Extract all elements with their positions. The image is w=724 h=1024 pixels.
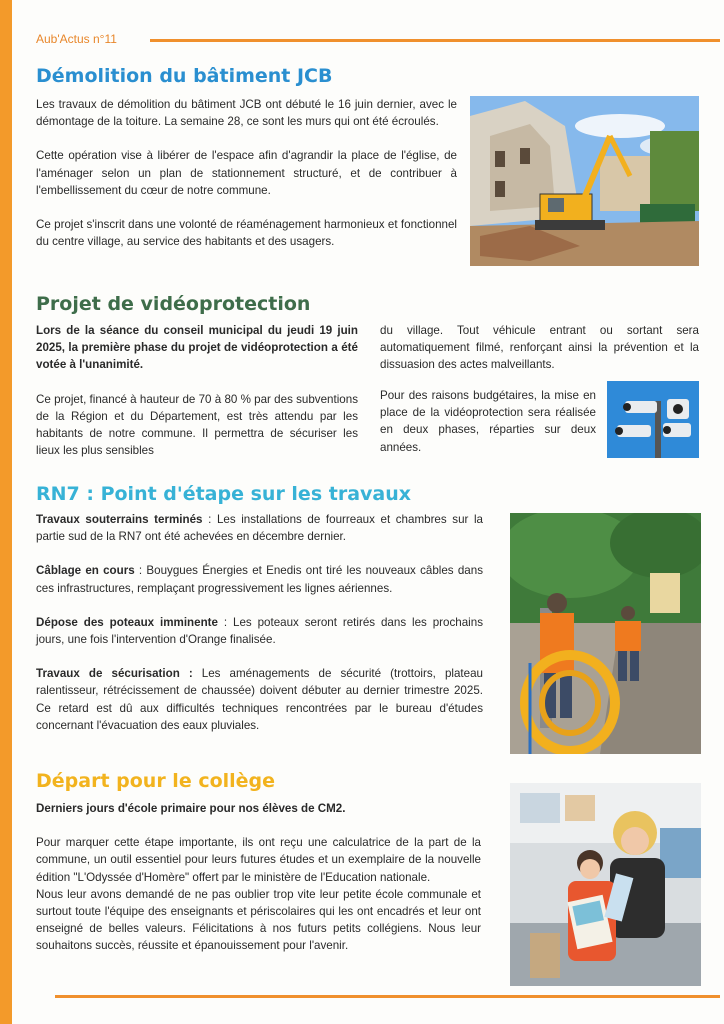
classroom-photo: [510, 783, 701, 986]
rn7-item-label: Câblage en cours: [36, 564, 135, 578]
footer-rule: [55, 995, 720, 998]
rn7-item: [36, 511, 483, 545]
rn7-item-text: : Les installations de fourreaux et chambres sur la partie sud de la RN7 ont été achevées en décembre dernier.: [36, 513, 484, 544]
rn7-item-text: Les aménagements de sécurité (trottoirs, plateau ralentisseur, rétrécissement de chaussée) doivent débuter au dernier trimestre 2025. Ce retard est dû aux difficultés techniques rencontrées par le bureau d'études concernant l'évacuation des eaux pluviales.: [36, 667, 483, 732]
rn7-item-label: Travaux de sécurisation :: [36, 667, 193, 681]
rn7-item: [36, 665, 483, 734]
college-subtitle: Derniers jours d'école primaire pour nos élèves de CM2.: [36, 802, 346, 815]
college-paragraph: Pour marquer cette étape importante, ils ont reçu une calculatrice de la part de la commune, un outil essentiel pour leurs futures études et un exemplaire de la nouvelle édition "L'Odyssée d'Homère" offert par le ministère de l'Education nationale.: [36, 836, 481, 884]
rn7-item-text: : Les poteaux seront retirés dans les prochains jours, une fois l'intervention d'Orange finalisée.: [36, 615, 483, 647]
demolition-photo: [470, 96, 699, 266]
header-rule: [150, 39, 720, 42]
college-paragraph: Nous leur avons demandé de ne pas oublier trop vite leur petite école communale et surtout toute l'équipe des enseignants et périscolaires qui les ont encadrés et leur ont enseigné de belles valeurs. Félicitations à nos futurs petits collégiens. Nous leur souhaitons succès, réussite et épanouissement pour l'avenir.: [36, 887, 481, 953]
rn7-title: RN7 : Point d'étape sur les travaux: [36, 483, 412, 505]
roadworks-photo: [510, 513, 701, 754]
rn7-item-label: Dépose des poteaux imminente: [36, 615, 218, 629]
demolition-paragraph: Cette opération vise à libérer de l'espace afin d'agrandir la place de l'église, de l'aménager selon un plan de stationnement structuré, et de contribuer à l'embellissement du cœur de notre commune.: [36, 149, 457, 197]
video-budget-text: [380, 387, 596, 456]
rn7-item: [36, 562, 483, 596]
video-paragraph: Ce projet, financé à hauteur de 70 à 80 % par des subventions de la Région et du Département, est très attendu par les habitants de notre commune. Il permettra de sécuriser les lieux les plus sensibles: [36, 392, 358, 458]
video-right-column: [380, 322, 699, 374]
camera-photo: [607, 381, 699, 458]
issue-label: Aub'Actus n°11: [36, 32, 117, 46]
demolition-title: Démolition du bâtiment JCB: [36, 65, 333, 87]
video-intro: Lors de la séance du conseil municipal du jeudi 19 juin 2025, la première phase du projet de vidéoprotection a été votée à l'unanimité.: [36, 324, 358, 372]
demolition-paragraph: Les travaux de démolition du bâtiment JCB ont débuté le 16 juin dernier, avec le démontage de la toiture. La semaine 28, ce sont les murs qui ont été écroulés.: [36, 98, 457, 129]
orange-page-edge: [0, 0, 12, 1024]
rn7-item-text: : Bouygues Énergies et Enedis ont tiré les nouveaux câbles dans ces infrastructures, remplaçant progressivement les lignes aériennes.: [36, 564, 483, 595]
rn7-item: [36, 614, 483, 648]
demolition-text: [36, 96, 457, 250]
college-title: Départ pour le collège: [36, 770, 276, 792]
video-title: Projet de vidéoprotection: [36, 293, 311, 315]
video-budget-paragraph: Pour des raisons budgétaires, la mise en place de la vidéoprotection sera réalisée en deux phases, réparties sur deux années.: [380, 389, 596, 454]
rn7-item-label: Travaux souterrains terminés: [36, 513, 203, 526]
rn7-text: [36, 511, 483, 734]
video-paragraph-continued: du village. Tout véhicule entrant ou sortant sera automatiquement filmé, renforçant ainsi la prévention et la dissuasion des actes malveillants.: [380, 324, 699, 372]
college-text: [36, 800, 481, 955]
video-left-column: [36, 322, 358, 459]
demolition-paragraph: Ce projet s'inscrit dans une volonté de réaménagement harmonieux et fonctionnel du centre village, au service des habitants et des usagers.: [36, 218, 457, 249]
